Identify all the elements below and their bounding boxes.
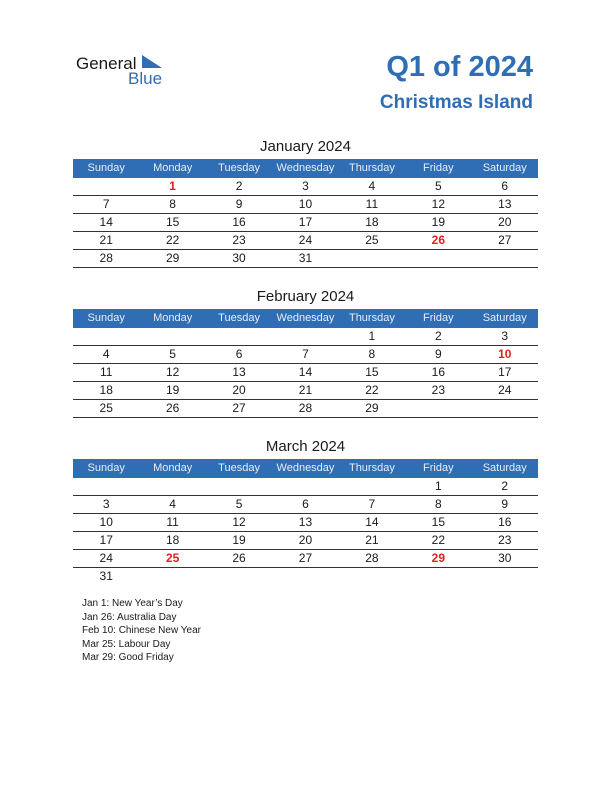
day-cell: 31	[298, 251, 313, 265]
day-cell: 19	[431, 215, 445, 229]
day-cell: 8	[434, 497, 442, 511]
weekday-label: Monday	[153, 462, 193, 474]
day-cell: 1	[434, 479, 442, 493]
day-cell: 24	[498, 383, 512, 397]
weekday-label: Thursday	[348, 462, 395, 474]
holiday-date: 25	[165, 551, 180, 565]
weekday-label: Saturday	[482, 162, 527, 174]
day-cell: 8	[169, 197, 176, 211]
week-row	[73, 328, 538, 346]
weekday-label: Tuesday	[218, 462, 260, 474]
day-cell	[339, 568, 405, 585]
day-cell	[206, 568, 272, 585]
day-cell: 17	[298, 215, 313, 229]
day-cell: 23	[431, 383, 445, 397]
week-row	[73, 382, 538, 400]
day-cell: 27	[232, 401, 246, 415]
day-cell: 15	[431, 515, 445, 529]
day-cell: 2	[501, 479, 509, 493]
day-cell: 12	[232, 515, 246, 529]
day-cell: 13	[298, 515, 313, 529]
day-cell	[472, 400, 538, 417]
day-cell: 9	[235, 197, 243, 211]
day-cell: 22	[365, 383, 379, 397]
week-row	[73, 250, 538, 268]
holiday-item: Feb 10: Chinese New Year	[82, 625, 201, 637]
day-cell: 5	[169, 347, 176, 361]
day-cell: 13	[232, 365, 246, 379]
week-row	[73, 568, 538, 585]
day-cell: 18	[165, 533, 180, 547]
day-cell: 20	[298, 533, 313, 547]
holiday-date: 1	[169, 179, 176, 193]
weekday-label: Sunday	[87, 162, 125, 174]
week-row	[73, 178, 538, 196]
day-cell: 3	[501, 329, 509, 343]
day-cell	[472, 568, 538, 585]
day-cell: 30	[232, 251, 246, 265]
day-cell	[206, 328, 272, 345]
day-cell: 15	[165, 215, 180, 229]
day-cell: 3	[102, 497, 110, 511]
day-cell: 3	[302, 179, 309, 193]
weekday-label: Friday	[423, 312, 454, 324]
month-calendar	[73, 287, 538, 418]
day-cell: 14	[298, 365, 313, 379]
day-cell: 31	[99, 569, 113, 583]
day-cell	[139, 568, 205, 585]
day-cell: 10	[99, 515, 113, 529]
day-cell	[339, 478, 405, 495]
day-cell: 24	[298, 233, 313, 247]
weekday-label: Tuesday	[218, 162, 260, 174]
holiday-date: 10	[498, 347, 512, 361]
day-cell: 25	[365, 233, 379, 247]
day-cell: 12	[165, 365, 180, 379]
day-cell: 5	[434, 179, 442, 193]
weekday-label: Monday	[153, 312, 193, 324]
day-cell	[272, 328, 338, 345]
holiday-list	[82, 597, 201, 665]
day-cell: 11	[166, 515, 179, 529]
day-cell: 20	[232, 383, 246, 397]
day-cell: 25	[99, 401, 113, 415]
day-cell: 16	[498, 515, 512, 529]
day-cell: 19	[232, 533, 246, 547]
day-cell: 29	[165, 251, 180, 265]
week-row	[73, 400, 538, 418]
day-cell: 26	[165, 401, 180, 415]
day-cell: 26	[232, 551, 246, 565]
day-cell: 18	[99, 383, 113, 397]
day-cell: 24	[99, 551, 113, 565]
day-cell: 4	[102, 347, 110, 361]
week-row	[73, 514, 538, 532]
page-subtitle: Christmas Island	[379, 92, 533, 113]
day-cell: 9	[501, 497, 509, 511]
page-title: Q1 of 2024	[386, 51, 533, 83]
day-cell: 20	[498, 215, 512, 229]
day-cell	[73, 478, 139, 495]
day-cell: 17	[99, 533, 113, 547]
day-cell: 8	[368, 347, 376, 361]
weekday-label: Saturday	[482, 462, 527, 474]
day-cell: 9	[434, 347, 442, 361]
day-cell	[272, 568, 338, 585]
weekday-label: Sunday	[87, 462, 125, 474]
day-cell: 4	[169, 497, 176, 511]
day-cell: 28	[298, 401, 313, 415]
holiday-item: Mar 29: Good Friday	[82, 652, 174, 664]
day-cell: 21	[365, 533, 379, 547]
day-cell: 12	[431, 197, 445, 211]
day-cell: 7	[302, 347, 309, 361]
week-row	[73, 532, 538, 550]
weekday-label: Sunday	[87, 312, 125, 324]
weekday-label: Thursday	[348, 312, 395, 324]
day-cell	[405, 400, 471, 417]
day-cell: 21	[99, 233, 113, 247]
day-cell: 21	[298, 383, 313, 397]
week-row	[73, 196, 538, 214]
day-cell: 14	[365, 515, 379, 529]
holiday-date: 29	[431, 551, 445, 565]
day-cell: 6	[302, 497, 309, 511]
weekday-label: Wednesday	[276, 462, 335, 474]
holiday-item: Mar 25: Labour Day	[82, 638, 171, 650]
day-cell	[73, 178, 139, 195]
month-calendar	[73, 437, 538, 585]
day-cell: 1	[368, 329, 376, 343]
day-cell: 16	[431, 365, 445, 379]
weekday-label: Friday	[423, 462, 454, 474]
holiday-item: Jan 1: New Year’s Day	[82, 598, 183, 609]
weekday-label: Wednesday	[276, 162, 335, 174]
day-cell	[73, 328, 139, 345]
weekday-label: Friday	[423, 162, 454, 174]
day-cell: 19	[165, 383, 180, 397]
day-cell	[272, 478, 338, 495]
day-cell	[339, 250, 405, 267]
weekday-label: Thursday	[348, 162, 395, 174]
day-cell: 30	[498, 551, 512, 565]
day-cell: 22	[431, 533, 445, 547]
day-cell: 10	[298, 197, 313, 211]
brand-logo	[76, 52, 176, 88]
month-title: January 2024	[260, 138, 351, 155]
day-cell: 17	[498, 365, 512, 379]
week-row	[73, 346, 538, 364]
week-row	[73, 364, 538, 382]
day-cell: 7	[102, 197, 110, 211]
day-cell	[472, 250, 538, 267]
week-row	[73, 232, 538, 250]
month-calendar	[73, 137, 538, 268]
day-cell	[405, 250, 471, 267]
day-cell: 7	[368, 497, 376, 511]
weekday-header	[73, 159, 538, 178]
week-row	[73, 496, 538, 514]
day-cell: 11	[365, 197, 379, 211]
day-cell: 6	[501, 179, 509, 193]
day-cell: 16	[232, 215, 246, 229]
day-cell: 2	[434, 329, 442, 343]
day-cell: 5	[235, 497, 243, 511]
holiday-date: 26	[431, 233, 445, 247]
day-cell: 13	[498, 197, 512, 211]
logo-text-general: General	[76, 54, 137, 73]
logo-triangle-icon	[142, 55, 162, 68]
day-cell: 27	[298, 551, 313, 565]
day-cell: 23	[498, 533, 512, 547]
day-cell	[405, 568, 471, 585]
day-cell	[206, 478, 272, 495]
day-cell: 28	[99, 251, 113, 265]
day-cell: 11	[99, 365, 113, 379]
weekday-header	[73, 459, 538, 478]
month-title: February 2024	[256, 288, 355, 305]
day-cell: 28	[365, 551, 379, 565]
day-cell: 18	[365, 215, 379, 229]
day-cell: 2	[235, 179, 243, 193]
day-cell: 27	[498, 233, 512, 247]
logo-text-blue: Blue	[128, 69, 163, 88]
weekday-label: Saturday	[482, 312, 527, 324]
weekday-header	[73, 309, 538, 328]
weekday-label: Wednesday	[276, 312, 335, 324]
day-cell: 23	[232, 233, 246, 247]
day-cell: 29	[365, 401, 379, 415]
month-title: March 2024	[265, 438, 346, 455]
week-row	[73, 550, 538, 568]
day-cell: 14	[99, 215, 113, 229]
holiday-item: Jan 26: Australia Day	[82, 611, 177, 623]
weekday-label: Tuesday	[218, 312, 260, 324]
week-row	[73, 478, 538, 496]
day-cell: 6	[235, 347, 243, 361]
day-cell	[139, 328, 205, 345]
day-cell: 22	[165, 233, 180, 247]
day-cell	[139, 478, 205, 495]
weekday-label: Monday	[153, 162, 193, 174]
day-cell: 4	[368, 179, 376, 193]
day-cell: 15	[365, 365, 379, 379]
week-row	[73, 214, 538, 232]
